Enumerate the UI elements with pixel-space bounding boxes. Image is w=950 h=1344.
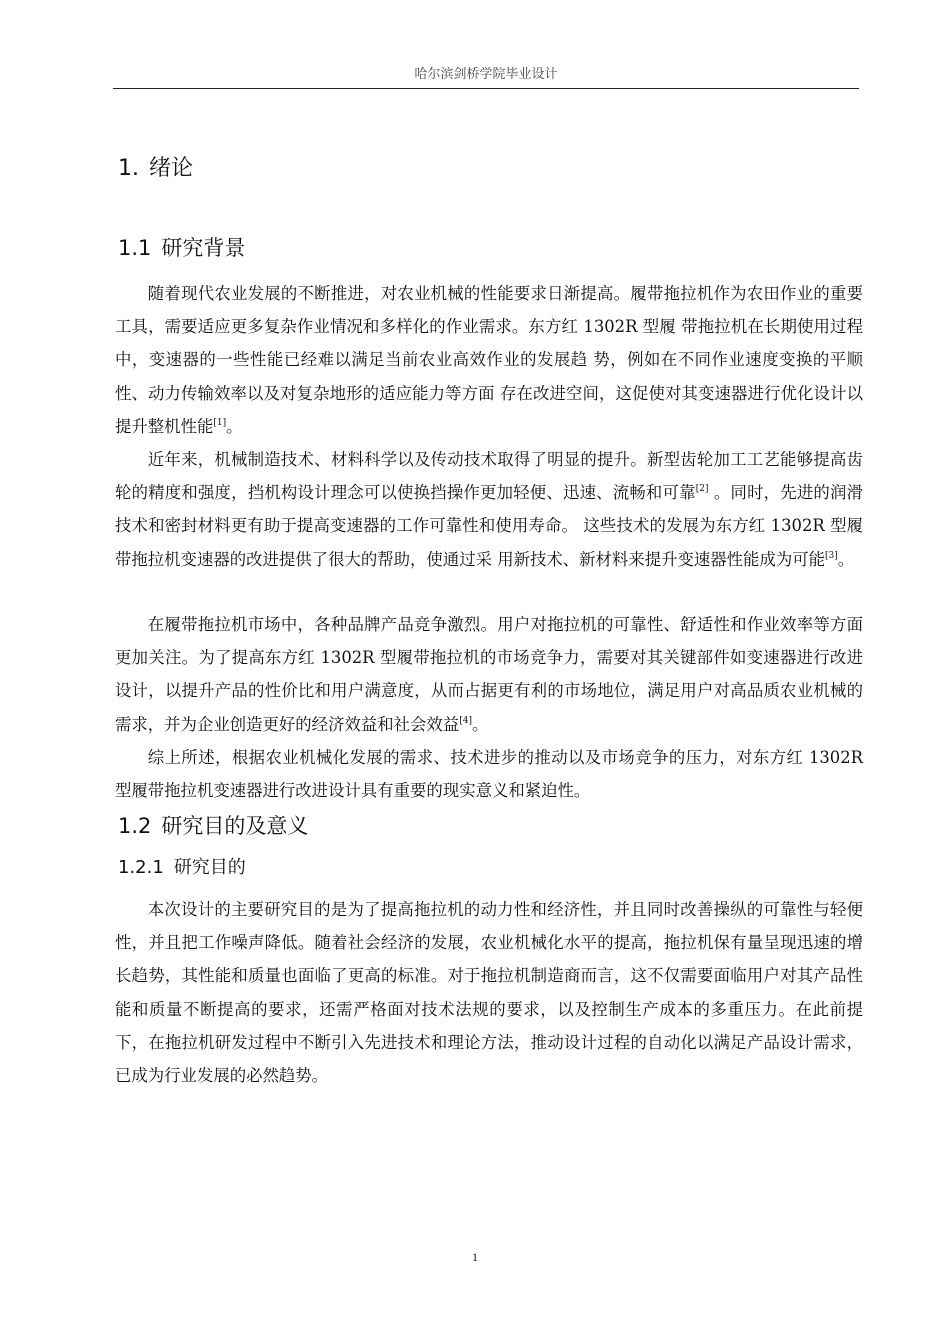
section-heading-1-1 bbox=[118, 234, 245, 262]
paragraph-end: 。 bbox=[226, 416, 243, 436]
citation-ref[interactable]: [2] bbox=[695, 484, 709, 495]
citation-ref[interactable]: [4] bbox=[459, 715, 472, 726]
section-heading-1-2 bbox=[118, 812, 308, 840]
paragraph-background-3 bbox=[115, 608, 863, 741]
chapter-title: 绪论 bbox=[149, 156, 194, 181]
paragraph-end: 。 bbox=[837, 549, 855, 569]
page-number: 1 bbox=[472, 1250, 478, 1264]
section-title: 研究目的及意义 bbox=[161, 814, 309, 838]
chapter-number: 1. bbox=[118, 156, 139, 181]
paragraph-background-2 bbox=[115, 443, 863, 576]
paragraph-background-4 bbox=[115, 741, 863, 807]
paragraph-text: 近年来，机械制造技术、材料科学以及传动技术取得了明显的提升。新型齿轮加工工艺能够提高齿轮的精度和强度，挡机构设计理念可以使换挡操作更加轻便、迅速、流畅和可靠 bbox=[115, 450, 863, 503]
paragraph-text: 本次设计的主要研究目的是为了提高拖拉机的动力性和经济性，并且同时改善操纵的可靠性与轻便性，并且把工作噪声降低。随着社会经济的发展，农业机械化水平的提高，拖拉机保有量呈现迅速的增长趋势，其性能和质量也面临了更高的标准。对于拖拉机制造商而言，这不仅需要面临用户对其产品性能和质量不断提高的要求，还需严格面对技术法规的要求，以及控制生产成本的多重压力。在此前提下，在拖拉机研发过程中不断引入先进技术和理论方法，推动设计过程的自动化以满足产品设计需求，已成为行业发展的必然趋势。 bbox=[115, 900, 863, 1086]
chapter-heading bbox=[118, 155, 193, 183]
section-title: 研究背景 bbox=[161, 236, 246, 260]
section-number: 1.1 bbox=[118, 236, 152, 260]
paragraph-text: 在履带拖拉机市场中，各种品牌产品竞争激烈。用户对拖拉机的可靠性、舒适性和作业效率等方面更加关注。为了提高东方红 1302R 型履带拖拉机的市场竞争力，需要对其关键部件如变速器进行改进设计，以提升产品的性价比和用户满意度，从而占据更有利的市场地位，满足用户对高品质农业机械的需求，并为企业创造更好的经济效益和社会效益 bbox=[115, 615, 863, 734]
subsection-title: 研究目的 bbox=[173, 857, 246, 878]
paragraph-text: 综上所述，根据农业机械化发展的需求、技术进步的推动以及市场竞争的压力，对东方红 1302R 型履带拖拉机变速器进行改进设计具有重要的现实意义和紧迫性。 bbox=[115, 748, 863, 801]
subsection-number: 1.2.1 bbox=[118, 857, 164, 878]
section-number: 1.2 bbox=[118, 814, 152, 838]
page-header bbox=[113, 66, 859, 89]
paragraph-purpose bbox=[115, 893, 863, 1092]
paragraph-text: 随着现代农业发展的不断推进，对农业机械的性能要求日渐提高。履带拖拉机作为农田作业的重要工具，需要适应更多复杂作业情况和多样化的作业需求。东方红 1302R 型履 带拖拉机在长期使用过程中，变速器的一些性能已经难以满足当前农业高效作业的发展趋 势，例如在不同作业速度变换的平顺性、动力传输效率以及对复杂地形的适应能力等方面 存在改进空间，这促使对其变速器进行优化设计以提升整机性能 bbox=[115, 284, 863, 436]
subsection-heading-1-2-1 bbox=[118, 855, 246, 881]
paragraph-background-1 bbox=[115, 277, 863, 443]
citation-ref[interactable]: [1] bbox=[213, 417, 227, 428]
paragraph-text: 。同时，先进的润滑技术和密封材料更有助于提高变速器的工作可靠性和使用寿命。 这些技术的发展为东方红 1302R 型履带拖拉机变速器的改进提供了很大的帮助，使通过采 用新技术、新材料来提升变速器性能成为可能 bbox=[115, 483, 864, 569]
citation-ref[interactable]: [3] bbox=[825, 550, 838, 561]
paragraph-end: 。 bbox=[471, 714, 489, 734]
header-title: 哈尔滨剑桥学院毕业设计 bbox=[414, 67, 558, 82]
